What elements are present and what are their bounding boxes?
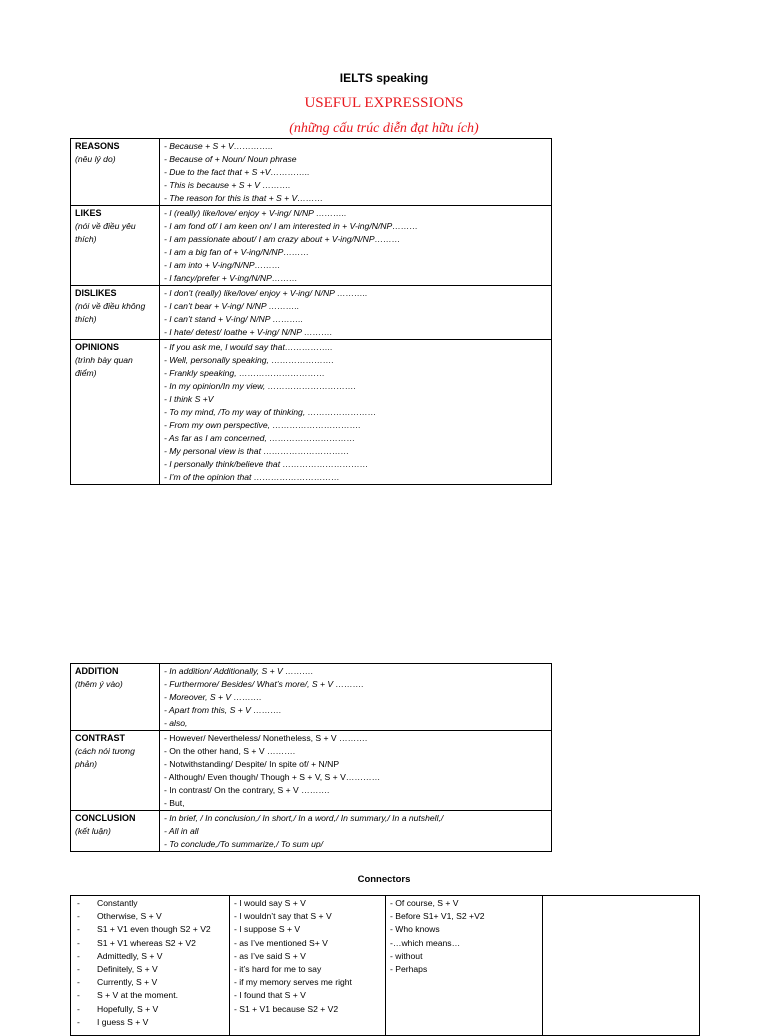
expression-list: [160, 139, 552, 206]
category-note: (nói về điều yêu thích): [75, 221, 136, 244]
category-row: [71, 731, 552, 811]
connector-item: [75, 897, 225, 910]
expression-line: - I am fond of/ I am keen on/ I am interested in + V-ing/N/NP………: [164, 221, 419, 231]
connectors-column-4: [543, 896, 700, 1036]
expression-line: - However/ Nevertheless/ Nonetheless, S + V ……….: [164, 733, 368, 743]
connector-item: [75, 950, 225, 963]
category-note: (thêm ý vào): [75, 679, 123, 689]
bullet-dash: -: [77, 911, 80, 922]
expression-line: - But,: [164, 798, 185, 808]
expression-line: - To conclude,/To summarize,/ To sum up/: [164, 839, 324, 849]
expression-list: [160, 340, 552, 485]
connector-item: [75, 923, 225, 936]
expression-line: - Well, personally speaking, ………………….: [164, 355, 334, 365]
expression-line: - I think S +V: [164, 394, 214, 404]
expression-line: - My personal view is that …………………………: [164, 446, 350, 456]
expression-line: - also,: [164, 718, 188, 728]
connector-item: - as I’ve said S + V: [234, 950, 306, 961]
expression-line: - In my opinion/In my view, ………………………….: [164, 381, 356, 391]
expression-line: - Due to the fact that + S +V…………..: [164, 167, 310, 177]
connector-text: Hopefully, S + V: [97, 1003, 159, 1014]
expression-line: - I am a big fan of + V-ing/N/NP………: [164, 247, 310, 257]
expression-line: - The reason for this is that + S + V………: [164, 193, 324, 203]
connectors-column-3: [386, 896, 543, 1036]
expression-line: - This is because + S + V ……….: [164, 180, 291, 190]
connector-item: [75, 910, 225, 923]
connector-item: - Before S1+ V1, S2 +V2: [390, 911, 485, 922]
connector-text: S1 + V1 even though S2 + V2: [97, 924, 211, 935]
connectors-caption: Connectors: [357, 874, 411, 885]
connector-item: - I wouldn’t say that S + V: [234, 911, 332, 922]
expression-list: [160, 811, 552, 852]
connector-text: S + V at the moment.: [97, 990, 178, 1001]
category-title: CONCLUSION: [75, 813, 136, 823]
category-note: (cách nói tương phản): [75, 746, 135, 769]
expression-line: - In contrast/ On the contrary, S + V ……….: [164, 785, 330, 795]
connector-item: [75, 1016, 225, 1029]
category-row: [71, 811, 552, 852]
connector-item: - Of course, S + V: [390, 898, 459, 908]
expression-line: - I (really) like/love/ enjoy + V-ing/ N/NP ………..: [164, 208, 347, 218]
expression-line: - I hate/ detest/ loathe + V-ing/ N/NP ……….: [164, 327, 333, 337]
expression-list: [160, 206, 552, 286]
expression-line: - I can’t bear + V-ing/ N/NP ………..: [164, 301, 300, 311]
connectors-column-1: [71, 896, 230, 1036]
expression-line: - I am passionate about/ I am crazy about + V-ing/N/NP………: [164, 234, 401, 244]
expression-line: - I personally think/believe that …………………………: [164, 459, 369, 469]
category-cell: [71, 206, 160, 286]
bullet-dash: -: [77, 963, 80, 974]
connector-item: - Who knows: [390, 924, 440, 935]
category-note: (nói về điều không thích): [75, 301, 146, 324]
connector-item: - S1 + V1 because S2 + V2: [234, 1003, 339, 1014]
doc-subheading: (những cấu trúc diễn đạt hữu ích): [289, 121, 479, 136]
category-title: LIKES: [75, 208, 102, 218]
bullet-dash: -: [77, 924, 80, 935]
category-row: [71, 340, 552, 485]
expression-line: - Apart from this, S + V ……….: [164, 705, 282, 715]
expression-line: - In addition/ Additionally, S + V ……….: [164, 666, 314, 676]
expression-line: - All in all: [164, 826, 199, 836]
connector-text: S1 + V1 whereas S2 + V2: [97, 937, 196, 948]
connector-text: Definitely, S + V: [97, 963, 158, 974]
category-row: [71, 286, 552, 340]
expression-line: - I am into + V-ing/N/NP………: [164, 260, 281, 270]
connector-item: - if my memory serves me right: [234, 977, 352, 988]
connector-item: - Perhaps: [390, 963, 428, 974]
category-cell: [71, 664, 160, 731]
expression-line: - I’m of the opinion that …………………………: [164, 472, 340, 482]
expression-list: [160, 731, 552, 811]
category-cell: [71, 811, 160, 852]
category-title: ADDITION: [75, 666, 119, 676]
bullet-dash: -: [77, 1003, 80, 1014]
connector-text: Currently, S + V: [97, 977, 158, 988]
connector-text: Constantly: [97, 898, 138, 908]
category-row: [71, 664, 552, 731]
connector-item: - I suppose S + V: [234, 924, 301, 935]
expression-line: - From my own perspective, ………………………….: [164, 420, 361, 430]
connector-text: Admittedly, S + V: [97, 950, 163, 961]
doc-title: IELTS speaking: [339, 71, 429, 85]
bullet-dash: -: [77, 1016, 80, 1027]
expression-line: - I fancy/prefer + V-ing/N/NP………: [164, 273, 298, 283]
connector-item: [75, 963, 225, 976]
connector-item: [75, 976, 225, 989]
bullet-dash: -: [77, 990, 80, 1001]
bullet-dash: -: [77, 937, 80, 948]
category-row: [71, 139, 552, 206]
expression-line: - I can’t stand + V-ing/ N/NP ………..: [164, 314, 304, 324]
connector-item: - without: [390, 950, 423, 961]
category-title: DISLIKES: [75, 288, 117, 298]
expressions-table-2: [70, 663, 552, 852]
category-title: CONTRAST: [75, 733, 125, 743]
bullet-dash: -: [77, 977, 80, 988]
expression-line: - Moreover, S + V ……….: [164, 692, 262, 702]
connector-text: Otherwise, S + V: [97, 911, 162, 922]
expression-line: - To my mind, /To my way of thinking, ……………………: [164, 407, 377, 417]
category-cell: [71, 139, 160, 206]
connector-item: - it’s hard for me to say: [234, 963, 322, 974]
expression-line: - Furthermore/ Besides/ What’s more/, S + V ……….: [164, 679, 364, 689]
category-row: [71, 206, 552, 286]
expression-list: [160, 286, 552, 340]
expression-line: - Because of + Noun/ Noun phrase: [164, 154, 297, 164]
connector-item: - I found that S + V: [234, 990, 306, 1001]
category-cell: [71, 340, 160, 485]
category-title: REASONS: [75, 141, 120, 151]
category-title: OPINIONS: [75, 342, 120, 352]
bullet-dash: -: [77, 898, 80, 908]
category-cell: [71, 286, 160, 340]
expression-line: - If you ask me, I would say that……………..: [164, 342, 333, 352]
expression-line: - As far as I am concerned, …………………………: [164, 433, 356, 443]
expression-line: - Although/ Even though/ Though + S + V, S + V…………: [164, 772, 381, 782]
category-cell: [71, 731, 160, 811]
connectors-table: [70, 895, 700, 1036]
connector-item: - I would say S + V: [234, 898, 306, 908]
expression-line: - Because + S + V…………..: [164, 141, 273, 151]
connector-text: I guess S + V: [97, 1016, 149, 1027]
expression-list: [160, 664, 552, 731]
expression-line: - I don’t (really) like/love/ enjoy + V-ing/ N/NP ………..: [164, 288, 368, 298]
expression-line: - Frankly speaking, …………………………: [164, 368, 325, 378]
bullet-dash: -: [77, 950, 80, 961]
connectors-column-2: [230, 896, 386, 1036]
expression-line: - On the other hand, S + V ……….: [164, 746, 296, 756]
connector-item: - as I’ve mentioned S+ V: [234, 937, 328, 948]
expression-line: - Notwithstanding/ Despite/ In spite of/ + N/NP: [164, 759, 340, 769]
doc-heading: USEFUL EXPRESSIONS: [304, 95, 464, 111]
expression-line: - In brief, / In conclusion,/ In short,/ In a word,/ In summary,/ In a nutshell,/: [164, 813, 444, 823]
category-note: (kết luận): [75, 826, 111, 836]
category-note: (trình bày quan điểm): [75, 355, 133, 378]
connector-item: [75, 937, 225, 950]
expressions-table-1: [70, 138, 552, 485]
connector-item: [75, 1003, 225, 1016]
category-note: (nêu lý do): [75, 154, 116, 164]
connector-item: [75, 989, 225, 1002]
connector-item: -…which means…: [390, 937, 461, 948]
